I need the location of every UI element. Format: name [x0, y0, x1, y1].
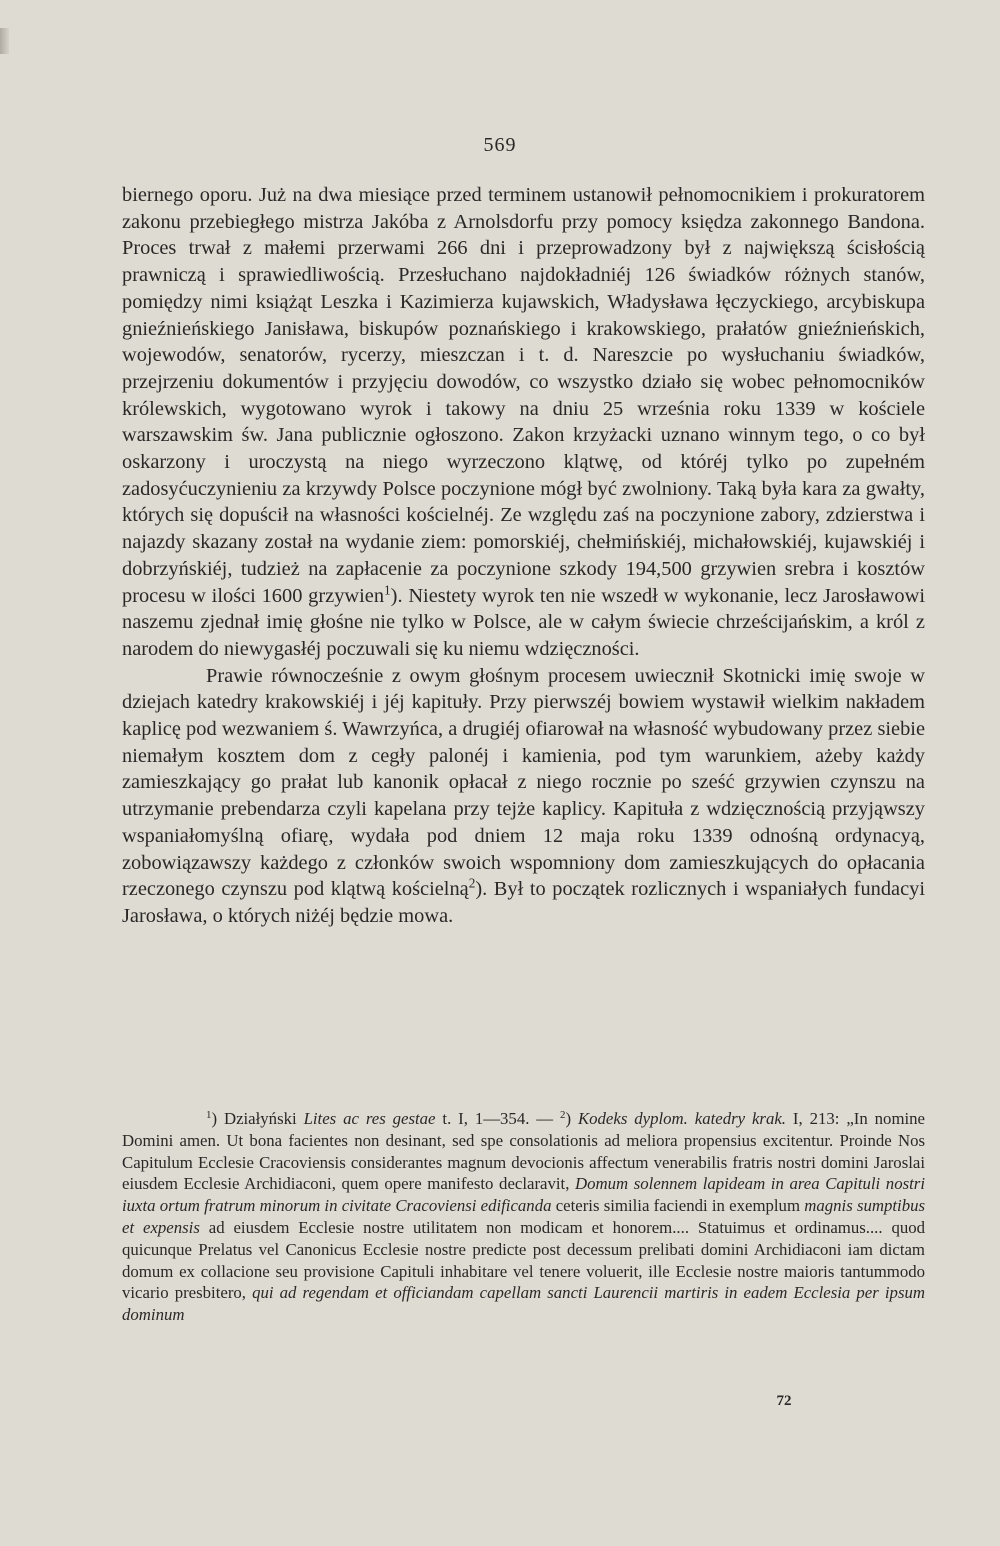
footnote-title: Lites ac res gestae [303, 1109, 436, 1128]
footnote-text: t. I, 1—354. — [435, 1109, 560, 1128]
footnote-reference: 1 [384, 582, 391, 598]
footnotes [122, 1108, 925, 1326]
footnote-title: Kodeks dyplom. katedry krak. [577, 1109, 786, 1128]
paragraph-text: . Niestety wyrok ten nie wszedł w wykonanie, lecz Jarosławowi naszemu zjednał imię głośne nie tylko w Polsce, ale w całym świecie chrześcijańskim, a król z narodem do niewygasłéj poczuwali się ku niemu wdzięczności. [122, 584, 925, 660]
footnote [122, 1108, 925, 1326]
footnote-text: ) Działyński [211, 1109, 304, 1128]
footnote-quote-italic: magnis sumptibus et expensis [122, 1196, 926, 1237]
body-text [122, 182, 925, 930]
footnote-quote-italic: qui ad regendam et officiandam capellam sancti Laurencii martiris in eadem Ecclesia per ipsum dominum [122, 1283, 925, 1325]
footnote-text: I, 213: „In nomine Domini amen. Ut bona facientes non desinant, sed spe consolationis ad meliora propensius excitentur. Proinde Nos Capitulum Ecclesie Cracoviensis considerantes magnum devocionis affectum venerabilis fratris nostri domini Jaroslai eiusdem Ecclesie Archidiaconi, quem opere manifesto declaravit, [122, 1109, 925, 1194]
page-number: 569 [483, 134, 517, 156]
paragraph [122, 663, 925, 930]
footnote-reference: 2 [468, 876, 476, 891]
footnote-marker: 1 [206, 1109, 212, 1121]
footnote-text: ad eiusdem Ecclesie nostre utilitatem non modicam et honorem.... Statuimus et ordinamus.... quod quicunque Prelatus vel Canonicus Ecclesie nostre predicte post decessum prelibati domini Archidiaconi iam dictam domum ex collacione seu provisione Capituli inhabitare vel tenere voluerit, ille Ecclesie nostre maioris tantummodo vicario presbitero, [122, 1217, 926, 1303]
page-edge-mark [0, 28, 9, 54]
paragraph-text: Prawie równocześnie z owym głośnym procesem uwiecznił Skotnicki imię swoje w dziejach katedry krakowskiéj i jéj kapituły. Przy pierwszéj bowiem wystawił wielkim nakładem kaplicę pod wezwaniem ś. Wawrzyńca, a drugiéj ofiarował na własność wybudowany przez siebie niemałym kosztem dom z cegły palonéj i kamienia, pod tym warunkiem, ażeby każdy zamieszkający go prałat lub kanonik opłacał z niego rocznie po sześć grzywien czynszu na utrzymanie prebendarza czyli kapelana przy tejże kaplicy. Kapituła z wdzięcznością przyjąwszy wspaniałomyślną ofiarę, wydała pod dniem 12 maja roku 1339 odnośną ordynacyą, zobowiązawszy każdego z członków swoich wspomniony dom zamieszkujących do opłacania rzeczonego czynszu pod klątwą kościelną [122, 664, 925, 901]
printer-signature-mark: 72 [776, 1393, 792, 1409]
paragraph-text: biernego oporu. Już na dwa miesiące przed terminem ustanowił pełnomocnikiem i prokuratorem zakonu przebiegłego mistrza Jakóba z Arnolsdorfu przy pomocy księdza zakonnego Bandona. Proces trwał z małemi przerwami 266 dni i przeprowadzony był z największą ścisłością prawniczą i sprawiedliwością. Przesłuchano najdokładniéj 126 świadków różnych stanów, pomiędzy nimi książąt Leszka i Kazimierza kujawskich, Władysława łęczyckiego, arcybiskupa gnieźnieńskiego Janisława, biskupów poznańskiego i krakowskiego, prałatów gnieźnieńskich, wojewodów, senatorów, rycerzy, mieszczan i t. d. Nareszcie po wysłuchaniu świadków, przejrzeniu dokumentów i przyjęciu dowodów, co wszystko działo się wobec pełnomocników królewskich, wygotowano wyrok i takowy na dniu 25 września roku 1339 w kościele warszawskim św. Jana publicznie ogłoszono. Zakon krzyżacki uznano winnym tego, o co był oskarzony i uroczystą na niego wyrzeczono klątwę, od któréj tylko po zupełném zadosyćuczynieniu za krzywdy Polsce poczynione mógł być zwolniony. Taką była kara za gwałty, których się dopuścił na własności kościelnéj. Ze względu zaś na poczynione zabory, zdzierstwa i najazdy skazany został na wydanie ziem: pomorskiéj, chełmińskiéj, michałowskiéj, kujawskiéj i dobrzyńskiéj, tudzież na zapłacenie za poczynione szkody 194,500 grzywien srebra i kosztów procesu w ilości 1600 grzywien [122, 184, 925, 607]
footnote-marker: 2 [560, 1109, 566, 1121]
footnote-text: ceteris similia faciendi in exemplum [551, 1196, 805, 1216]
footnote-quote-italic: Domum solennem lapideam in area Capituli nostri iuxta ortum fratrum minorum in civitate Cracoviensi edificanda [122, 1174, 925, 1216]
paragraph-text: ). Był to początek rozlicznych i wspaniałych fundacyi Jarosława, o których niżéj będzie mowa. [122, 878, 926, 927]
paragraph: biernego oporu. Już na dwa miesiące przed terminem ustanowił pełnomocnikiem i prokuratorem zakonu przebiegłego mistrza Jakóba z Arnolsdorfu przy pomocy księdza zakonnego Bandona. Proces trwał z małemi przerwami 266 dni i przeprowadzony był z największą ścisłością prawniczą i sprawiedliwością. Przesłuchano najdokładniéj 126 świadków różnych stanów, pomiędzy nimi książąt Leszka i Kazimierza kujawskich, Władysława łęczyckiego, arcybiskupa gnieźnieńskiego Janisława, biskupów poznańskiego i krakowskiego, prałatów gnieźnieńskich, wojewodów, senatorów, rycerzy, mieszczan i t. d. Nareszcie po wysłuchaniu świadków, przejrzeniu dokumentów i przyjęciu dowodów, co wszystko działo się wobec pełnomocników królewskich, wygotowano wyrok i takowy na dniu 25 września roku 1339 w kościele warszawskim św. Jana publicznie ogłoszono. Zakon krzyżacki uznano winnym tego, o co był oskarzony i uroczystą na niego wyrzeczono klątwę, od któréj tylko po zupełném zadosyćuczynieniu za krzywdy Polsce poczynione mógł być zwolniony. Taką była kara za gwałty, których się dopuścił na własności kościelnéj. Ze względu zaś na poczynione zabory, zdzierstwa i najazdy skazany został na wydanie ziem: pomorskiéj, chełmińskiéj, michałowskiéj, kujawskiéj i dobrzyńskiéj, tudzież na zapłacenie za poczynione szkody 194,500 grzywien srebra i kosztów procesu w ilości 1600 grzywien$^1$). Niestety wyrok ten nie wszedł w wykonanie, lecz Jarosławowi naszemu zjednał imię głośne nie tylko w Polsce, ale w całym świecie chrześcijańskim, a król z narodem do niewygasłéj poczuwali się ku niemu wdzięczności. [122, 184, 925, 660]
footnote-text: ) [565, 1109, 578, 1128]
